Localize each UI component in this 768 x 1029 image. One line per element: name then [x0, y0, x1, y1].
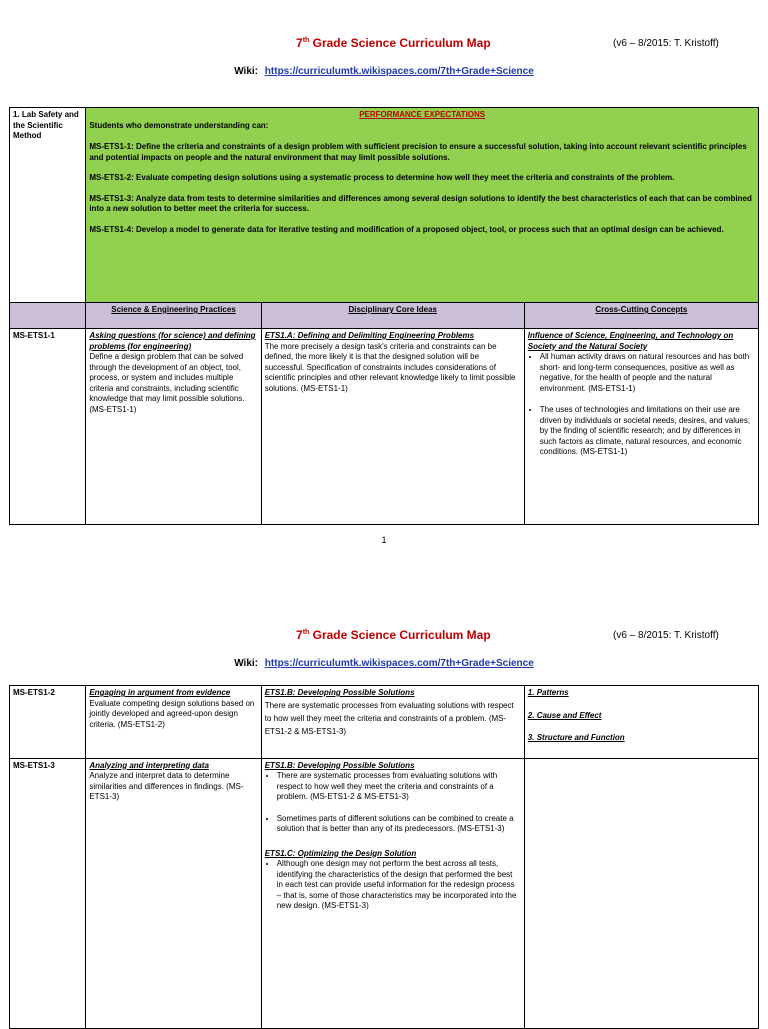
- wiki-line: [0, 66, 768, 77]
- ccc-cell: [524, 686, 758, 759]
- title-sup: th: [302, 629, 310, 636]
- curriculum-table-page1: [9, 107, 759, 525]
- dci-cell: [261, 686, 524, 759]
- sep-title: Engaging in argument from evidence: [89, 688, 231, 697]
- curriculum-table-page2: [9, 685, 759, 1029]
- dci-text: There are systematic processes from evaluating solutions with respect to how well they meet the criteria and constraints of a problem. (MS-ETS1-2 & MS-ETS1-3): [264, 700, 514, 736]
- spacer: [265, 835, 521, 849]
- ccc-item: 2. Cause and Effect: [527, 710, 602, 720]
- pe-item: MS-ETS1-2: Evaluate competing design solutions using a systematic process to determine how well they meet the criteria and constraints of the problem.: [89, 173, 675, 182]
- ccc-item: 1. Patterns: [527, 688, 569, 697]
- pe-item: MS-ETS1-3: Analyze data from tests to determine similarities and differences among several design solutions to identify the best characteristics of each that can be combined into a new solution to better meet the criteria for success.: [89, 193, 752, 213]
- dci-list: [265, 771, 521, 835]
- dci-bullet: • There are systematic processes from evaluating solutions with respect to how well they meet the criteria and constraints of a problem. (MS-ETS1-2 & MS-ETS1-3): [277, 771, 521, 803]
- page2-header: [0, 628, 768, 668]
- sep-cell: [86, 758, 261, 1028]
- dci-list-2: [265, 859, 521, 912]
- wiki-line: [0, 658, 768, 669]
- doc-title: [296, 36, 491, 50]
- ccc-list: [528, 352, 755, 458]
- dci-title: ETS1.A: Defining and Delimiting Engineering Problems: [264, 331, 475, 340]
- ccc-cell: [524, 329, 758, 525]
- sep-cell: [86, 686, 261, 759]
- sep-text: Define a design problem that can be solved through the development of an object, tool, process, or system and includes multiple criteria and constraints, including scientific knowledge that may limit possible solutions. (MS-ETS1-1): [89, 352, 245, 414]
- row-label: MS-ETS1-1: [10, 329, 86, 525]
- performance-expectations: [86, 108, 759, 303]
- unit-label: 1. Lab Safety and the Scientific Method: [10, 108, 86, 303]
- wiki-link[interactable]: https://curriculumtk.wikispaces.com/7th+Grade+Science: [264, 658, 534, 669]
- dci-bullet: • Sometimes parts of different solutions can be combined to create a solution that is better than any of its predecessors. (MS-ETS1-3): [277, 814, 521, 835]
- row-label: MS-ETS1-2: [10, 686, 86, 759]
- title-rest: Grade Science Curriculum Map: [309, 36, 491, 50]
- dci-cell: [261, 758, 524, 1028]
- wiki-label: Wiki:: [234, 66, 259, 77]
- dci-cell: [261, 329, 524, 525]
- row-label: MS-ETS1-3: [10, 758, 86, 1028]
- ccc-cell-empty: [524, 758, 758, 1028]
- sep-title: Analyzing and interpreting data: [89, 760, 209, 770]
- pe-heading: PERFORMANCE EXPECTATIONS: [359, 110, 486, 119]
- ccc-item: 3. Structure and Function: [527, 733, 625, 742]
- doc-version: (v6 – 8/2015: T. Kristoff): [613, 630, 719, 641]
- sep-text: Evaluate competing design solutions based on jointly developed and agreed-upon design criteria. (MS-ETS1-2): [89, 698, 255, 729]
- wiki-link[interactable]: https://curriculumtk.wikispaces.com/7th+Grade+Science: [264, 66, 534, 77]
- col-header-sep: Science & Engineering Practices: [86, 303, 261, 329]
- header-blank-cell: [10, 303, 86, 329]
- title-rest: Grade Science Curriculum Map: [309, 628, 491, 642]
- pe-intro: Students who demonstrate understanding can:: [89, 120, 269, 130]
- dci-bullet: • Although one design may not perform the best across all tests, identifying the characteristics of the design that performed the best in each test can provide useful information for the redesign process – that is, some of those characteristics may be incorporated into the new design. (MS-ETS1-3): [277, 859, 521, 912]
- ccc-bullet: • The uses of technologies and limitations on their use are driven by individuals or societal needs, desires, and values; by the finding of scientific research; and by differences in such factors as climate, natural resources, and economic conditions. (MS-ETS1-1): [540, 405, 755, 458]
- col-header-dci: Disciplinary Core Ideas: [261, 303, 524, 329]
- pe-item: MS-ETS1-4: Develop a model to generate data for iterative testing and modification of a proposed object, tool, or process such that an optimal design can be achieved.: [89, 224, 724, 234]
- ccc-bullet: • All human activity draws on natural resources and has both short- and long-term consequences, positive as well as negative, for the health of people and the natural environment. (MS-ETS1-1): [540, 352, 755, 394]
- title-prefix: 7: [296, 628, 303, 642]
- page1-header: [0, 36, 768, 76]
- wiki-label: Wiki:: [234, 658, 259, 669]
- page-number: 1: [381, 535, 387, 545]
- title-prefix: 7: [296, 36, 303, 50]
- doc-title: [296, 628, 491, 642]
- col-header-ccc: Cross-Cutting Concepts: [524, 303, 758, 329]
- title-sup: th: [302, 37, 310, 44]
- doc-version: (v6 – 8/2015: T. Kristoff): [613, 38, 719, 49]
- sep-cell: [86, 329, 261, 525]
- sep-text: Analyze and interpret data to determine similarities and differences in findings. (MS-ETS1-3): [89, 771, 244, 801]
- dci-title: ETS1.B: Developing Possible Solutions: [264, 688, 415, 697]
- dci-text: The more precisely a design task's criteria and constraints can be defined, the more likely it is that the designed solution will be successful. Specification of constraints includes considerations of scientific principles and other relevant knowledge likely to limit possible solutions. (MS-ETS1-1): [264, 341, 516, 393]
- dci-title-2: ETS1.C: Optimizing the Design Solution: [264, 848, 417, 858]
- dci-title: ETS1.B: Developing Possible Solutions: [264, 760, 415, 770]
- ccc-title: Influence of Science, Engineering, and Technology on Society and the Natural Society: [527, 331, 734, 351]
- sep-title: Asking questions (for science) and defining problems (for engineering): [89, 331, 256, 351]
- pe-item: MS-ETS1-1: Define the criteria and constraints of a design problem with sufficient precision to ensure a successful solution, taking into account relevant scientific principles and potential impacts on people and the natural environment that may limit possible solutions.: [89, 142, 747, 162]
